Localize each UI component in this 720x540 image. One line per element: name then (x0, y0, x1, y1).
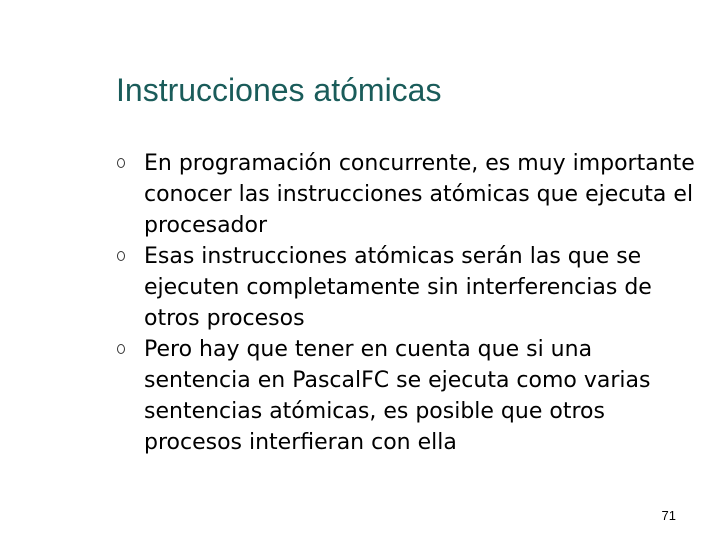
bullet-text: Esas instrucciones atómicas serán las que se ejecuten completamente sin interferencias de otros procesos (144, 244, 652, 331)
bullet-item (116, 334, 696, 458)
hollow-circle-bullet-icon (117, 158, 125, 168)
slide-number: 71 (661, 508, 676, 523)
bullet-text: Pero hay que tener en cuenta que si una sentencia en PascalFC se ejecuta como varias sentencias atómicas, es posible que otros procesos interfieran con ella (144, 337, 651, 455)
bullet-list (116, 148, 696, 458)
bullet-text: En programación concurrente, es muy importante conocer las instrucciones atómicas que ejecuta el procesador (144, 151, 695, 238)
hollow-circle-bullet-icon (117, 344, 125, 354)
slide-title: Instrucciones atómicas (116, 72, 442, 108)
bullet-item (116, 241, 696, 334)
hollow-circle-bullet-icon (117, 251, 125, 261)
bullet-item (116, 148, 696, 241)
